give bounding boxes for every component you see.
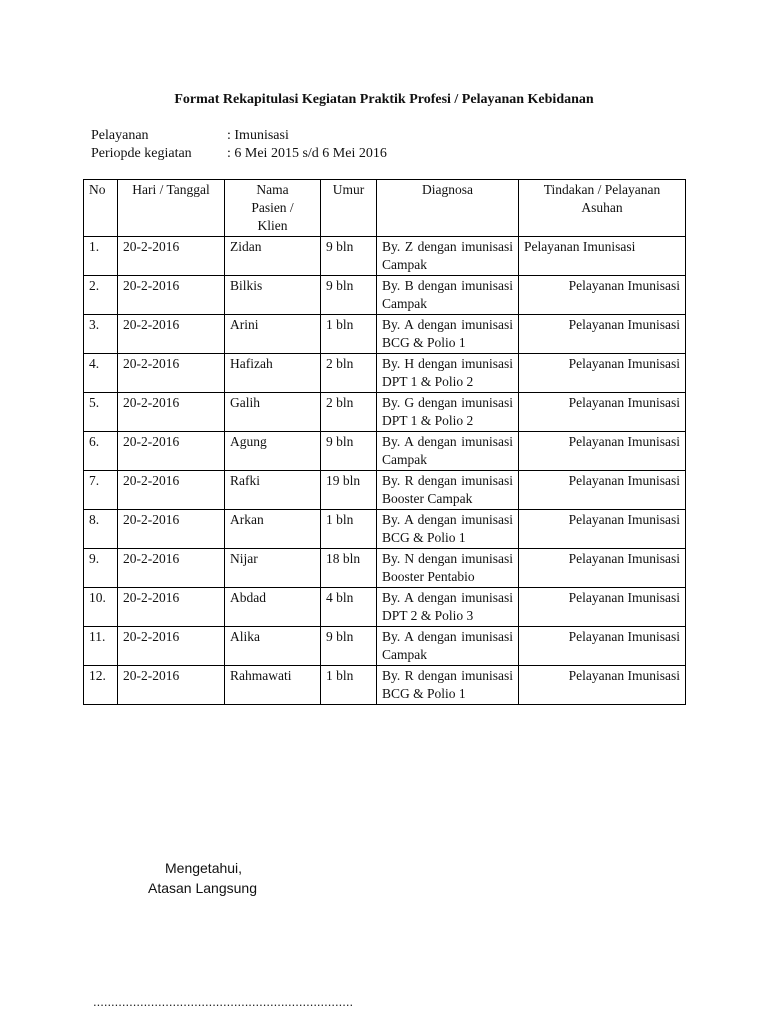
col-header-name-text: Nama Pasien / Klien [251, 182, 294, 233]
cell-action: Pelayanan Imunisasi [519, 666, 686, 705]
cell-action: Pelayanan Imunisasi [519, 510, 686, 549]
cell-date: 20-2-2016 [118, 666, 225, 705]
cell-no: 4. [84, 354, 118, 393]
meta-row-service [91, 127, 387, 145]
table-row [84, 315, 686, 354]
cell-action: Pelayanan Imunisasi [519, 276, 686, 315]
cell-name: Abdad [225, 588, 321, 627]
table-header-row [84, 180, 686, 237]
col-header-action: Tindakan / Pelayanan Asuhan [519, 180, 686, 237]
cell-age: 18 bln [321, 549, 377, 588]
cell-date: 20-2-2016 [118, 510, 225, 549]
table-row [84, 432, 686, 471]
meta-row-period [91, 145, 387, 163]
table-row [84, 588, 686, 627]
signature-block [148, 858, 257, 898]
table-row [84, 471, 686, 510]
meta-label: Periopde kegiatan [91, 146, 192, 161]
table-row [84, 354, 686, 393]
table-row [84, 276, 686, 315]
col-header-name [225, 180, 321, 237]
cell-name: Arkan [225, 510, 321, 549]
cell-action: Pelayanan Imunisasi [519, 588, 686, 627]
table-row [84, 666, 686, 705]
cell-action: Pelayanan Imunisasi [519, 549, 686, 588]
cell-date: 20-2-2016 [118, 588, 225, 627]
cell-age: 9 bln [321, 276, 377, 315]
cell-diagnosis: By. R dengan imunisasi BCG & Polio 1 [377, 666, 519, 705]
cell-name: Alika [225, 627, 321, 666]
cell-diagnosis: By. N dengan imunisasi Booster Pentabio [377, 549, 519, 588]
cell-age: 1 bln [321, 666, 377, 705]
cell-no: 3. [84, 315, 118, 354]
table-row [84, 549, 686, 588]
table-row [84, 393, 686, 432]
cell-no: 8. [84, 510, 118, 549]
signature-line-2: Atasan Langsung [148, 880, 257, 896]
cell-name: Bilkis [225, 276, 321, 315]
cell-name: Hafizah [225, 354, 321, 393]
cell-date: 20-2-2016 [118, 432, 225, 471]
cell-age: 19 bln [321, 471, 377, 510]
cell-age: 9 bln [321, 237, 377, 276]
meta-value: : Imunisasi [227, 128, 289, 143]
col-header-age: Umur [321, 180, 377, 237]
signature-line-1: Mengetahui, [165, 860, 243, 876]
cell-action: Pelayanan Imunisasi [519, 354, 686, 393]
cell-no: 11. [84, 627, 118, 666]
cell-no: 5. [84, 393, 118, 432]
cell-diagnosis: By. R dengan imunisasi Booster Campak [377, 471, 519, 510]
meta-block [91, 127, 387, 163]
cell-name: Zidan [225, 237, 321, 276]
cell-no: 10. [84, 588, 118, 627]
cell-age: 9 bln [321, 432, 377, 471]
cell-date: 20-2-2016 [118, 276, 225, 315]
cell-name: Rahmawati [225, 666, 321, 705]
cell-diagnosis: By. A dengan imunisasi Campak [377, 627, 519, 666]
cell-diagnosis: By. G dengan imunisasi DPT 1 & Polio 2 [377, 393, 519, 432]
signature-dots: ........................................................................ [93, 994, 354, 1009]
cell-age: 4 bln [321, 588, 377, 627]
cell-age: 9 bln [321, 627, 377, 666]
cell-age: 1 bln [321, 315, 377, 354]
cell-name: Agung [225, 432, 321, 471]
document-title: Format Rekapitulasi Kegiatan Praktik Profesi / Pelayanan Kebidanan [174, 92, 594, 107]
cell-diagnosis: By. Z dengan imunisasi Campak [377, 237, 519, 276]
cell-no: 12. [84, 666, 118, 705]
cell-no: 1. [84, 237, 118, 276]
cell-action: Pelayanan Imunisasi [519, 432, 686, 471]
cell-action: Pelayanan Imunisasi [519, 393, 686, 432]
col-header-no: No [84, 180, 118, 237]
cell-date: 20-2-2016 [118, 627, 225, 666]
cell-action: Pelayanan Imunisasi [519, 237, 686, 276]
col-header-date: Hari / Tanggal [118, 180, 225, 237]
cell-diagnosis: By. H dengan imunisasi DPT 1 & Polio 2 [377, 354, 519, 393]
cell-no: 7. [84, 471, 118, 510]
table-row [84, 237, 686, 276]
cell-date: 20-2-2016 [118, 237, 225, 276]
cell-date: 20-2-2016 [118, 354, 225, 393]
cell-no: 9. [84, 549, 118, 588]
meta-label: Pelayanan [91, 128, 149, 143]
cell-diagnosis: By. A dengan imunisasi DPT 2 & Polio 3 [377, 588, 519, 627]
cell-date: 20-2-2016 [118, 393, 225, 432]
table-row [84, 510, 686, 549]
cell-no: 6. [84, 432, 118, 471]
cell-diagnosis: By. A dengan imunisasi BCG & Polio 1 [377, 315, 519, 354]
cell-age: 1 bln [321, 510, 377, 549]
cell-action: Pelayanan Imunisasi [519, 315, 686, 354]
cell-action: Pelayanan Imunisasi [519, 627, 686, 666]
cell-action: Pelayanan Imunisasi [519, 471, 686, 510]
cell-no: 2. [84, 276, 118, 315]
cell-date: 20-2-2016 [118, 471, 225, 510]
cell-date: 20-2-2016 [118, 549, 225, 588]
cell-date: 20-2-2016 [118, 315, 225, 354]
cell-name: Galih [225, 393, 321, 432]
cell-age: 2 bln [321, 354, 377, 393]
cell-diagnosis: By. A dengan imunisasi BCG & Polio 1 [377, 510, 519, 549]
table-row [84, 627, 686, 666]
cell-diagnosis: By. B dengan imunisasi Campak [377, 276, 519, 315]
cell-diagnosis: By. A dengan imunisasi Campak [377, 432, 519, 471]
col-header-diagnosis: Diagnosa [377, 180, 519, 237]
cell-name: Nijar [225, 549, 321, 588]
cell-name: Rafki [225, 471, 321, 510]
cell-age: 2 bln [321, 393, 377, 432]
cell-name: Arini [225, 315, 321, 354]
meta-value: : 6 Mei 2015 s/d 6 Mei 2016 [227, 146, 387, 161]
recap-table [83, 179, 686, 705]
